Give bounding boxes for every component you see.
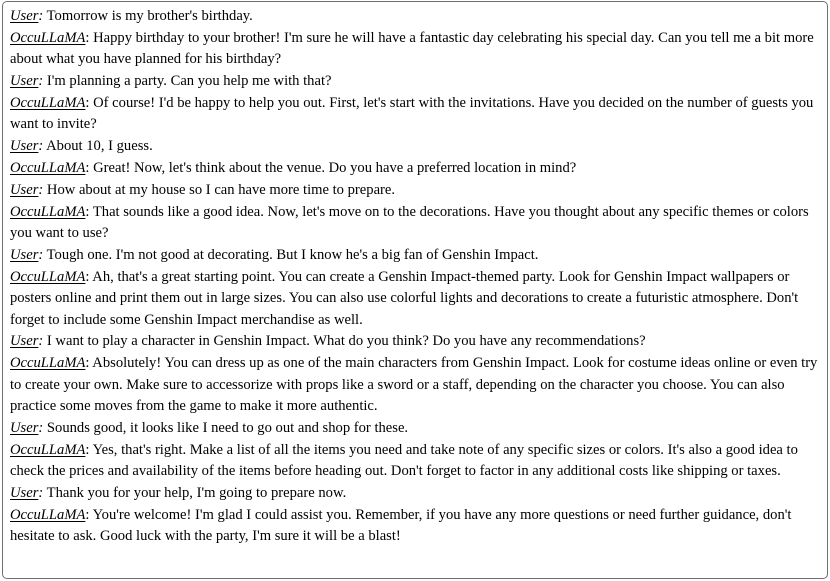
speaker-user: User xyxy=(10,138,39,155)
user-turn xyxy=(10,180,820,201)
turn-text: Yes, that's right. Make a list of all the items you need and take note of any specific sizes or colors. It's also a good idea to check the prices and availability of the items before heading out. Don't forget to factor in any additional costs like shipping or taxes. xyxy=(10,441,798,479)
speaker-user: User xyxy=(10,333,39,350)
turn-text: Tough one. I'm not good at decorating. But I know he's a big fan of Genshin Impact. xyxy=(43,247,539,264)
assistant-turn xyxy=(10,267,820,331)
speaker-occullama: OccuLLaMA xyxy=(10,506,86,523)
assistant-turn xyxy=(10,93,820,136)
speaker-colon: : xyxy=(38,419,44,436)
speaker-occullama: OccuLLaMA xyxy=(10,94,86,111)
speaker-occullama: OccuLLaMA xyxy=(10,29,86,46)
speaker-colon: : xyxy=(38,8,44,24)
turn-text: Ah, that's a great starting point. You can create a Genshin Impact-themed party. Look for Genshin Impact wallpapers or posters online and print them out in large sizes. You can also use colorful lights and decorations to create a futuristic atmosphere. Don't forget to include some Genshin Impact merchandise as well. xyxy=(10,268,799,328)
speaker-user: User xyxy=(10,419,39,436)
speaker-colon: : xyxy=(38,247,44,264)
speaker-colon: : xyxy=(38,181,44,198)
turn-text: Of course! I'd be happy to help you out. First, let's start with the invitations. Have you decided on the number of guests you want to invite? xyxy=(10,94,814,133)
speaker-colon: : xyxy=(85,268,90,285)
speaker-colon: : xyxy=(85,94,90,111)
assistant-turn xyxy=(10,158,820,179)
assistant-turn xyxy=(10,440,820,483)
speaker-colon: : xyxy=(85,29,90,46)
speaker-colon: : xyxy=(38,138,44,155)
speaker-occullama: OccuLLaMA xyxy=(10,268,86,285)
conversation-box xyxy=(2,1,828,579)
assistant-turn xyxy=(10,202,820,245)
speaker-user: User xyxy=(10,484,39,501)
user-turn xyxy=(10,418,820,439)
user-turn xyxy=(10,331,820,352)
turn-text: You're welcome! I'm glad I could assist you. Remember, if you have any more questions or need further guidance, don't hesitate to ask. Good luck with the party, I'm sure it will be a blast! xyxy=(10,506,792,545)
turn-text: Happy birthday to your brother! I'm sure he will have a fantastic day celebrating his special day. Can you tell me a bit more about what you have planned for his birthday? xyxy=(10,29,814,68)
assistant-turn xyxy=(10,353,820,417)
user-turn xyxy=(10,136,820,157)
assistant-turn xyxy=(10,505,820,548)
speaker-user: User xyxy=(10,8,39,24)
turn-text: Tomorrow is my brother's birthday. xyxy=(43,8,253,24)
user-turn xyxy=(10,71,820,92)
turn-text: I want to play a character in Genshin Impact. What do you think? Do you have any recommendations? xyxy=(43,333,646,350)
speaker-occullama: OccuLLaMA xyxy=(10,441,86,458)
turn-text: Thank you for your help, I'm going to prepare now. xyxy=(43,484,347,501)
turn-text: How about at my house so I can have more time to prepare. xyxy=(43,181,396,198)
turn-text: Absolutely! You can dress up as one of the main characters from Genshin Impact. Look for costume ideas online or even try to create your own. Make sure to accessorize with props like a sword or a staff, depending on the character you choose. You can also practice some moves from the game to make it more authentic. xyxy=(10,355,818,414)
speaker-colon: : xyxy=(38,73,44,90)
user-turn xyxy=(10,245,820,266)
speaker-occullama: OccuLLaMA xyxy=(10,203,86,220)
user-turn xyxy=(10,483,820,504)
speaker-occullama: OccuLLaMA xyxy=(10,160,86,177)
turn-text: Great! Now, let's think about the venue. Do you have a preferred location in mind? xyxy=(89,160,577,177)
assistant-turn xyxy=(10,28,820,71)
speaker-user: User xyxy=(10,181,39,198)
turn-text: Sounds good, it looks like I need to go out and shop for these. xyxy=(43,419,409,436)
turn-text: That sounds like a good idea. Now, let's move on to the decorations. Have you thought about any specific themes or colors you want to use? xyxy=(10,203,809,242)
turn-text: About 10, I guess. xyxy=(43,138,153,155)
turn-text: I'm planning a party. Can you help me with that? xyxy=(43,73,332,90)
speaker-colon: : xyxy=(38,484,44,501)
speaker-colon: : xyxy=(85,203,90,220)
user-turn xyxy=(10,6,820,27)
speaker-colon: : xyxy=(85,441,90,458)
speaker-colon: : xyxy=(85,355,90,372)
speaker-occullama: OccuLLaMA xyxy=(10,355,86,372)
speaker-colon: : xyxy=(38,333,44,350)
speaker-colon: : xyxy=(85,506,90,523)
speaker-user: User xyxy=(10,73,39,90)
speaker-user: User xyxy=(10,247,39,264)
speaker-colon: : xyxy=(85,160,90,177)
